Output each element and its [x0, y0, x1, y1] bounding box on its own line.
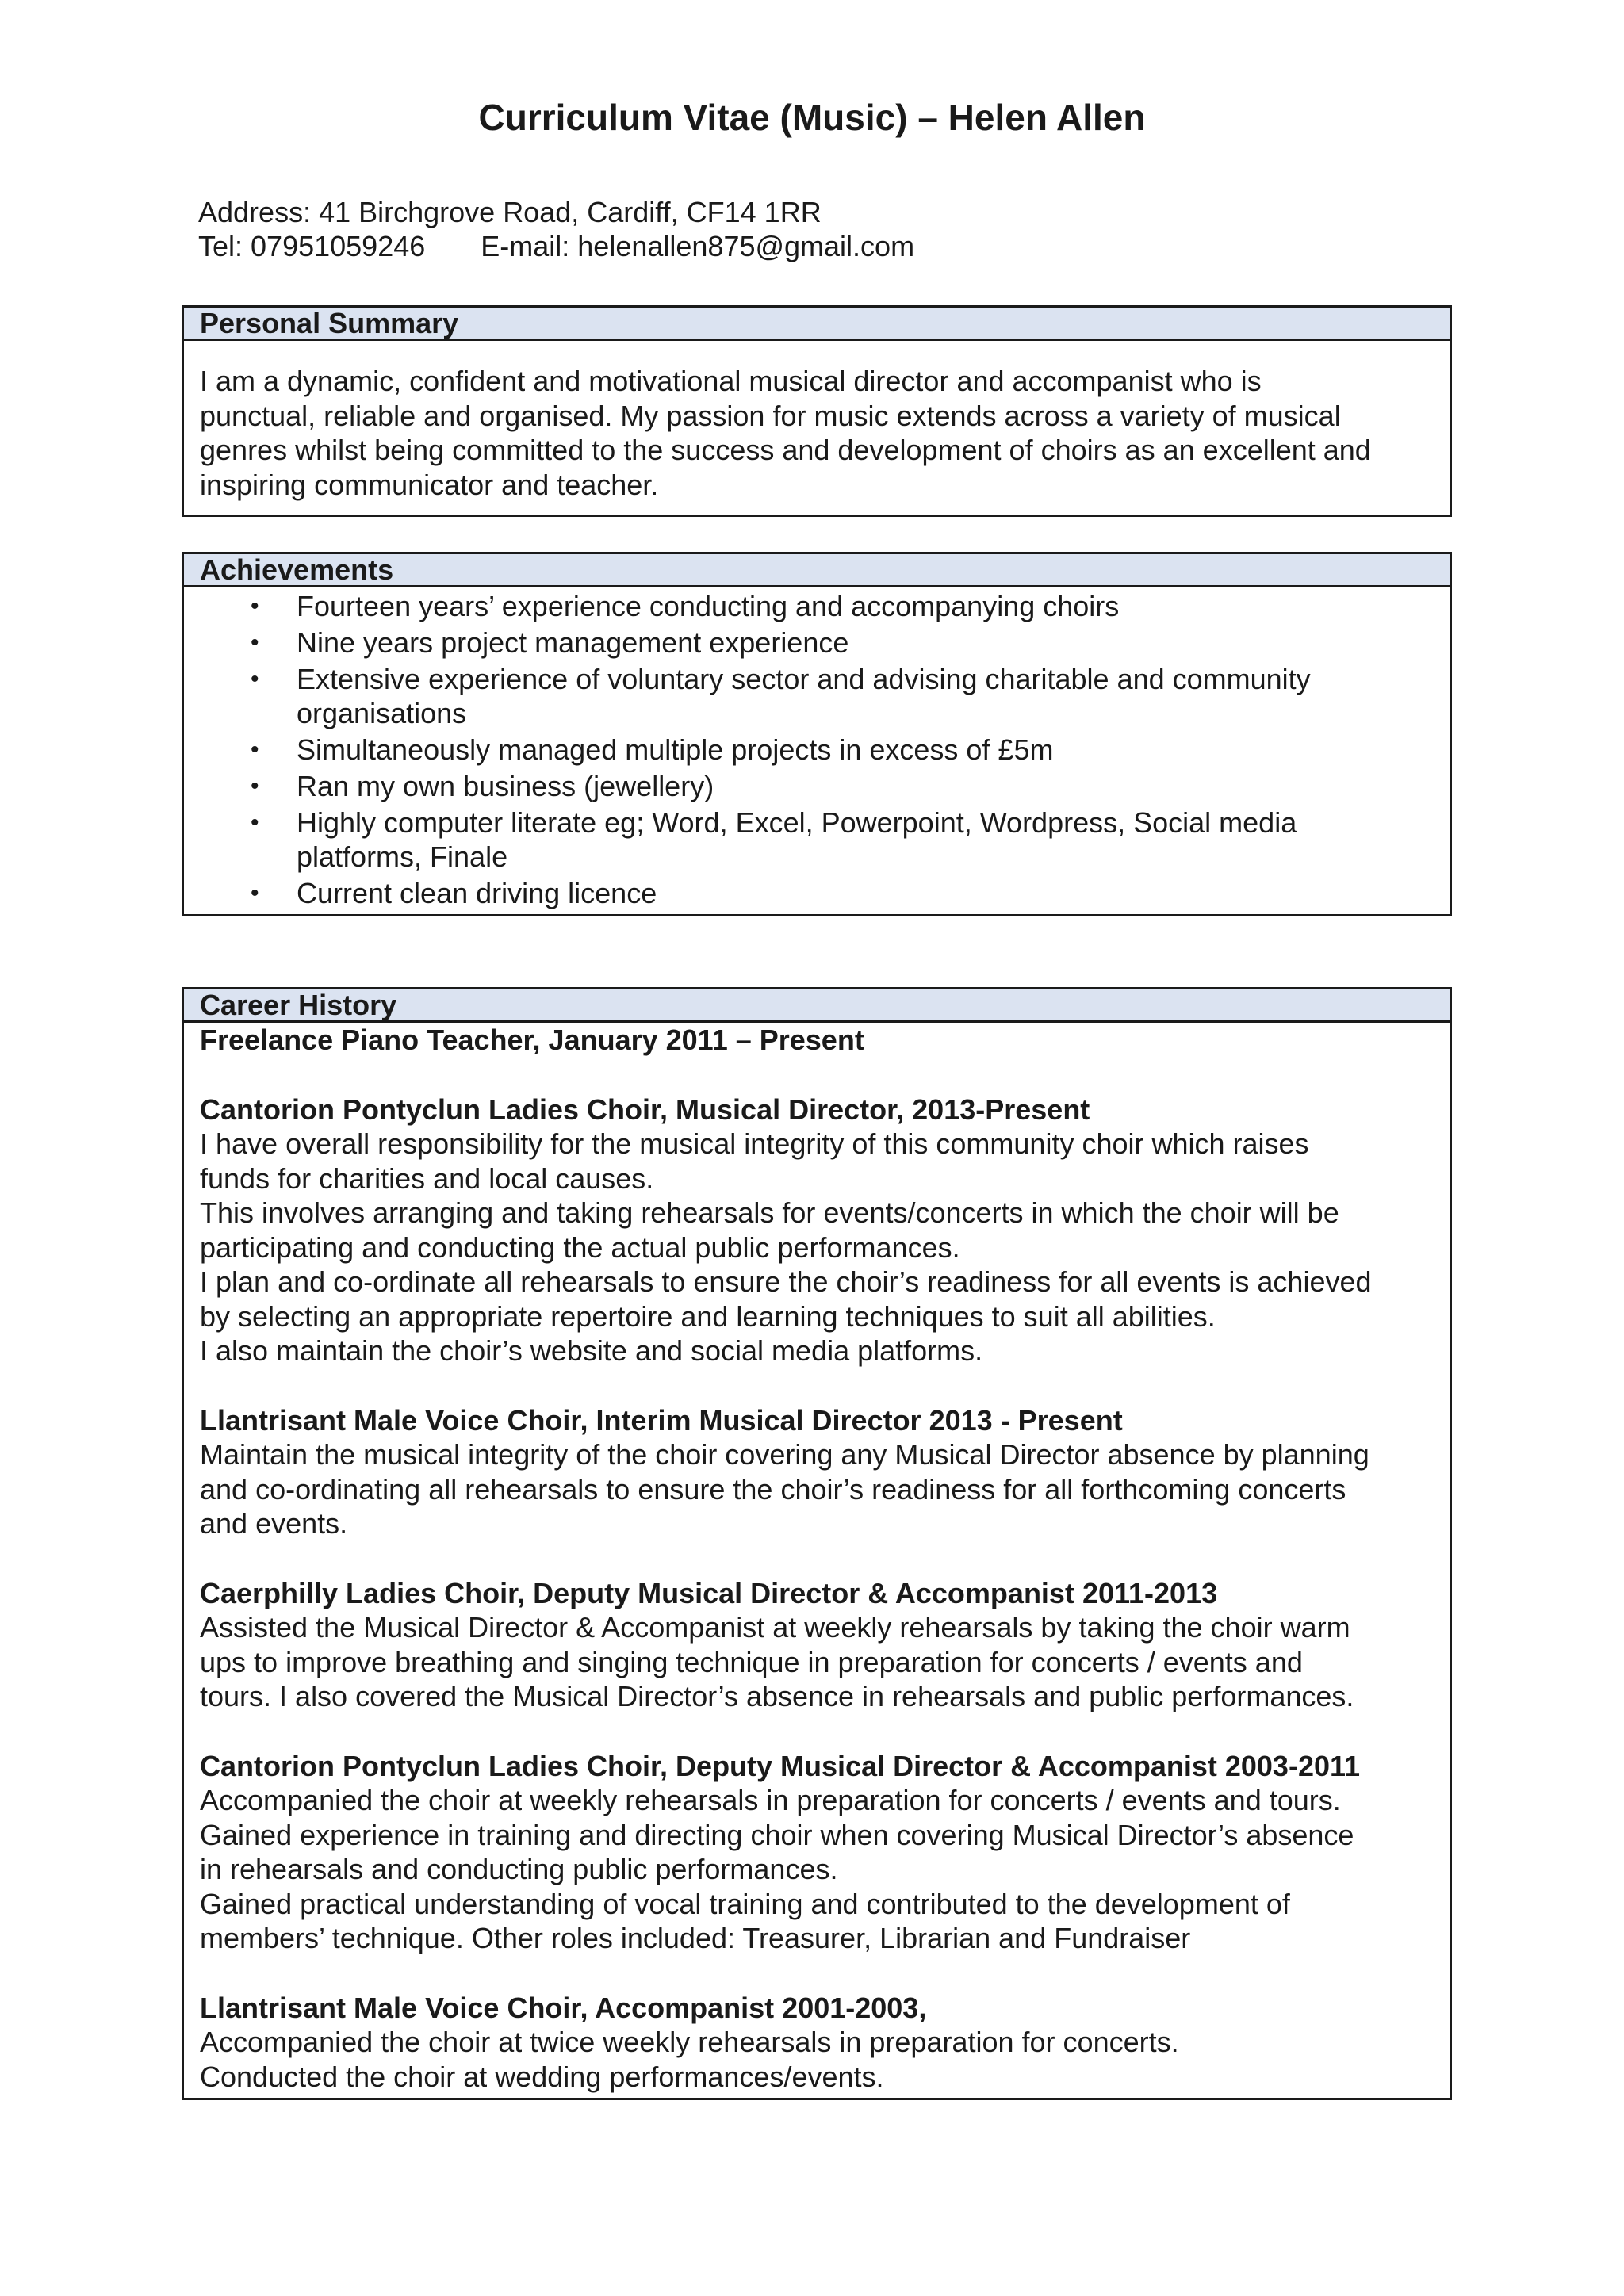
- job-description-line: and co-ordinating all rehearsals to ensure the choir’s readiness for all forthcoming concerts: [200, 1472, 1346, 1506]
- job-description-line: and events.: [200, 1507, 348, 1540]
- job-title: Cantorion Pontyclun Ladies Choir, Musical Director, 2013-Present: [200, 1093, 1090, 1126]
- job-description-line: Gained practical understanding of vocal training and contributed to the development of: [200, 1887, 1290, 1920]
- job-title: Cantorion Pontyclun Ladies Choir, Deputy Musical Director & Accompanist 2003-2011: [200, 1749, 1361, 1782]
- contact-details: [198, 195, 914, 263]
- achievement-item: [200, 662, 1435, 730]
- job-description-line: tours. I also covered the Musical Director’s absence in rehearsals and public performances.: [200, 1680, 1354, 1712]
- career-history-section: [182, 987, 1452, 2100]
- job-description-line: I plan and co-ordinate all rehearsals to ensure the choir’s readiness for all events is achieved: [200, 1265, 1372, 1298]
- job-title: Llantrisant Male Voice Choir, Interim Musical Director 2013 - Present: [200, 1403, 1123, 1437]
- job-entry: [200, 1403, 1435, 1541]
- job-description-line: Maintain the musical integrity of the choir covering any Musical Director absence by planning: [200, 1438, 1369, 1471]
- job-entry: [200, 1093, 1435, 1368]
- achievement-text: Fourteen years’ experience conducting and accompanying choirs: [297, 590, 1120, 622]
- job-description-line: This involves arranging and taking rehearsals for events/concerts in which the choir will be: [200, 1196, 1339, 1229]
- job-title: Freelance Piano Teacher, January 2011 – Present: [200, 1024, 864, 1056]
- achievement-text: Simultaneously managed multiple projects in excess of £5m: [297, 733, 1054, 766]
- section-heading: Achievements: [184, 554, 1450, 587]
- job-description-line: by selecting an appropriate repertoire and learning techniques to suit all abilities.: [200, 1299, 1216, 1333]
- phone-email-line: [198, 229, 914, 263]
- achievement-text: Current clean driving licence: [297, 877, 657, 909]
- summary-line: punctual, reliable and organised. My passion for music extends across a variety of musical: [200, 399, 1341, 432]
- achievement-text: Ran my own business (jewellery): [297, 770, 714, 802]
- job-description-line: Conducted the choir at wedding performances/events.: [200, 2060, 884, 2093]
- achievement-item: [200, 733, 1435, 767]
- achievements-list: [200, 589, 1435, 910]
- job-description-line: Accompanied the choir at twice weekly rehearsals in preparation for concerts.: [200, 2026, 1179, 2058]
- phone-number: Tel: 07951059246: [198, 230, 426, 262]
- job-entry: [200, 1749, 1435, 1956]
- achievement-item: [200, 769, 1435, 803]
- job-description-line: members’ technique. Other roles included: Treasurer, Librarian and Fundraiser: [200, 1922, 1191, 1954]
- achievement-item: [200, 876, 1435, 910]
- achievement-text: Nine years project management experience: [297, 626, 849, 659]
- bullet-icon: •: [251, 629, 259, 656]
- job-title: Caerphilly Ladies Choir, Deputy Musical Director & Accompanist 2011-2013: [200, 1576, 1218, 1609]
- bullet-icon: •: [251, 880, 259, 906]
- bullet-icon: •: [251, 773, 259, 799]
- personal-summary-section: [182, 305, 1452, 517]
- achievement-text: Extensive experience of voluntary sector and advising charitable and community: [297, 663, 1311, 695]
- bullet-icon: •: [251, 593, 259, 619]
- job-description-line: participating and conducting the actual public performances.: [200, 1230, 960, 1264]
- job-description-line: in rehearsals and conducting public performances.: [200, 1853, 838, 1885]
- job-entry: [200, 1023, 1435, 1058]
- email-address: E-mail: helenallen875@gmail.com: [481, 230, 915, 262]
- job-description-line: Gained experience in training and directing choir when covering Musical Director’s absence: [200, 1818, 1354, 1851]
- summary-body: [184, 341, 1450, 502]
- summary-line: genres whilst being committed to the success and development of choirs as an excellent and: [200, 434, 1371, 466]
- job-description-line: Accompanied the choir at weekly rehearsals in preparation for concerts / events and tours.: [200, 1784, 1341, 1816]
- bullet-icon: •: [251, 737, 259, 763]
- job-description-line: I also maintain the choir’s website and social media platforms.: [200, 1334, 983, 1367]
- section-heading: Personal Summary: [184, 308, 1450, 341]
- bullet-icon: •: [251, 809, 259, 836]
- achievement-item: [200, 589, 1435, 623]
- achievements-body: [184, 589, 1450, 910]
- career-body: [184, 1023, 1450, 2094]
- achievement-text: platforms, Finale: [297, 840, 508, 873]
- job-title: Llantrisant Male Voice Choir, Accompanist 2001-2003,: [200, 1991, 927, 2024]
- achievement-item: [200, 626, 1435, 660]
- job-description-line: funds for charities and local causes.: [200, 1161, 654, 1195]
- achievements-section: [182, 552, 1452, 916]
- bullet-icon: •: [251, 666, 259, 692]
- page-title: Curriculum Vitae (Music) – Helen Allen: [478, 97, 1146, 138]
- job-entry: [200, 1576, 1435, 1714]
- job-description-line: Assisted the Musical Director & Accompanist at weekly rehearsals by taking the choir warm: [200, 1611, 1350, 1644]
- section-heading: Career History: [184, 989, 1450, 1023]
- job-entry: [200, 1991, 1435, 2095]
- achievement-item: [200, 806, 1435, 874]
- job-description-line: ups to improve breathing and singing technique in preparation for concerts / events and: [200, 1645, 1303, 1678]
- address-line: Address: 41 Birchgrove Road, Cardiff, CF14 1RR: [198, 196, 822, 228]
- achievement-text: Highly computer literate eg; Word, Excel, Powerpoint, Wordpress, Social media: [297, 806, 1297, 839]
- achievement-text: organisations: [297, 697, 467, 729]
- summary-line: I am a dynamic, confident and motivational musical director and accompanist who is: [200, 365, 1262, 397]
- summary-line: inspiring communicator and teacher.: [200, 468, 659, 501]
- job-description-line: I have overall responsibility for the musical integrity of this community choir which raises: [200, 1127, 1309, 1160]
